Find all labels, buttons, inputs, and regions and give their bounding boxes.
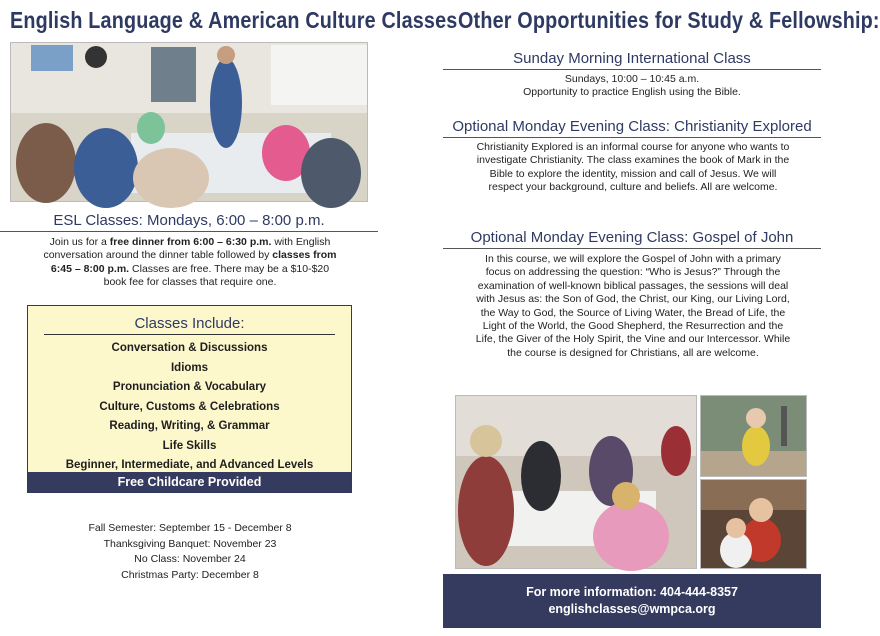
date-item: Fall Semester: September 15 - December 8: [88, 522, 292, 534]
childcare-banner: Free Childcare Provided: [28, 472, 351, 492]
study-group-photo: [455, 395, 697, 569]
classes-include-box: [27, 305, 352, 493]
sunday-heading: Sunday Morning International Class: [443, 50, 821, 70]
list-item: Idioms: [170, 361, 209, 374]
classes-include-title: Classes Include:: [44, 315, 335, 335]
list-item: Beginner, Intermediate, and Advanced Levels: [65, 459, 314, 471]
esl-dinner-time: free dinner from 6:00 – 6:30 p.m.: [109, 236, 272, 248]
esl-text-part: with English conversation around the dinner table followed by: [43, 236, 331, 262]
date-item: No Class: November 24: [134, 553, 246, 565]
esl-description: [40, 236, 340, 290]
gospel-of-john-text: In this course, we will explore the Gospel of John with a primary focus on addressing the question: “Who is Jesus?” Through the examination of well-known biblical passages, the sessions will deal with Jesus as: the Son of God, the Christ, our King, our Living Lord, the Way to God, the Source of Living Water, the Bread of Life, the Light of the World, the Good Shepherd, the Resurrection and the Life, the Giver of the Holy Spirit, the Vine and our Intercessor. While the course is designed for Christians, all are welcome.: [475, 253, 791, 359]
date-item: Christmas Party: December 8: [121, 568, 259, 581]
esl-text-part: Join us for a: [49, 236, 110, 248]
contact-phone: For more information: 404-444-8357: [526, 585, 738, 599]
date-item: Thanksgiving Banquet: November 23: [103, 537, 277, 550]
list-item: Culture, Customs & Celebrations: [99, 400, 280, 413]
list-item: Reading, Writing, & Grammar: [109, 420, 270, 432]
semester-dates: [80, 521, 300, 583]
sunday-info: [443, 73, 821, 100]
list-item: Pronunciation & Vocabulary: [112, 381, 267, 393]
sunday-description: Opportunity to practice English using the Bible.: [523, 86, 741, 99]
classes-include-list: [28, 339, 351, 476]
esl-text-part: Classes are free. There may be a $10-$20 book fee for classes that require one.: [103, 262, 330, 289]
christianity-explored-text: Christianity Explored is an informal course for anyone who wants to investigate Christianity. The class examines the book of Mark in the Bible to explore the identity, mission and call of Jesus. We will respect your background, culture and beliefs. All are welcome.: [476, 141, 790, 194]
kids-photo: [700, 479, 807, 569]
left-title: English Language & American Culture Classes: [10, 7, 458, 33]
esl-class-time: classes from 6:45 – 8:00 p.m.: [50, 249, 337, 275]
classroom-photo: [10, 42, 368, 202]
sunday-time: Sundays, 10:00 – 10:45 a.m.: [564, 73, 700, 85]
esl-heading: ESL Classes: Mondays, 6:00 – 8:00 p.m.: [0, 212, 378, 232]
contact-banner: [443, 574, 821, 628]
gospel-of-john-heading: Optional Monday Evening Class: Gospel of John: [443, 229, 821, 249]
contact-email: englishclasses@wmpca.org: [548, 602, 716, 616]
list-item: Conversation & Discussions: [111, 342, 268, 354]
child-photo: [700, 395, 807, 477]
list-item: Life Skills: [162, 439, 217, 452]
right-title: Other Opportunities for Study & Fellowship:: [458, 7, 880, 33]
christianity-explored-heading: Optional Monday Evening Class: Christianity Explored: [443, 118, 821, 138]
